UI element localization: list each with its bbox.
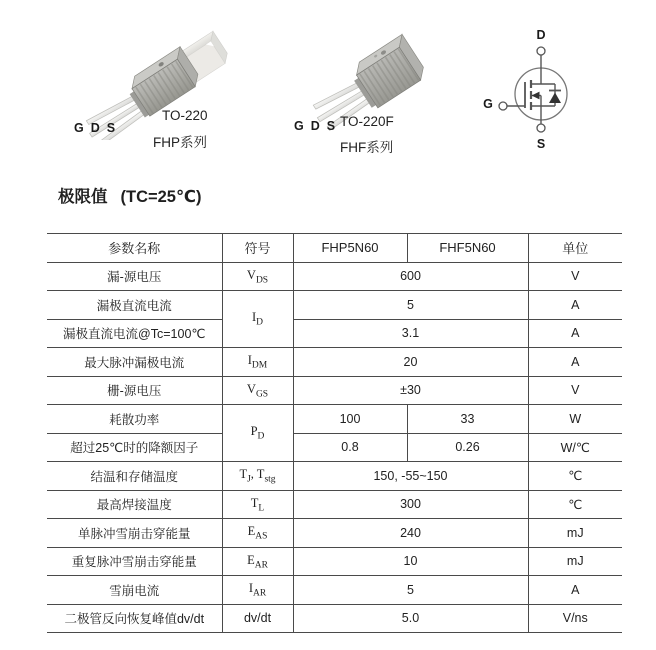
param-cell: 结温和存储温度 (47, 462, 222, 491)
table-row (47, 490, 622, 519)
table-row (47, 376, 622, 405)
pin-label-s: S (106, 121, 116, 135)
pin-label-g: G (294, 119, 304, 133)
symbol-cell: $P_D$ (222, 405, 293, 462)
package-name: TO-220F (340, 114, 394, 129)
value-cell: 300 (293, 490, 528, 519)
param-cell: 超过25℃时的降额因子 (47, 433, 222, 462)
section-title-text: 极限值 (58, 188, 108, 206)
pin-label-s: S (326, 119, 336, 133)
value-cell: 10 (293, 547, 528, 576)
table-row (47, 405, 622, 434)
source-terminal (537, 124, 545, 132)
table-row (47, 604, 622, 633)
terminal-label-gate: G (483, 97, 493, 111)
table-row (47, 462, 622, 491)
symbol-cell: dv/dt (222, 604, 293, 633)
table-row (47, 519, 622, 548)
mosfet-symbol-figure (478, 20, 598, 160)
param-cell: 漏-源电压 (47, 262, 222, 291)
unit-cell: mJ (528, 519, 622, 548)
symbol-cell: $I_{AR}$ (222, 576, 293, 605)
unit-cell: A (528, 576, 622, 605)
column-header: 单位 (528, 234, 622, 263)
param-cell: 二极管反向恢复峰值dv/dt (47, 604, 222, 633)
unit-cell: W (528, 405, 622, 434)
unit-cell: A (528, 348, 622, 377)
table-row (47, 319, 622, 348)
unit-cell: W/℃ (528, 433, 622, 462)
value-cell: 240 (293, 519, 528, 548)
channel-arrow (532, 92, 540, 100)
param-cell: 漏极直流电流@Tc=100℃ (47, 319, 222, 348)
table-row (47, 576, 622, 605)
body-diode (549, 93, 561, 104)
value-cell: 3.1 (293, 319, 528, 348)
maximum-ratings-table (47, 233, 622, 633)
param-cell: 重复脉冲雪崩击穿能量 (47, 547, 222, 576)
unit-cell: A (528, 291, 622, 320)
unit-cell: mJ (528, 547, 622, 576)
param-cell: 单脉冲雪崩击穿能量 (47, 519, 222, 548)
pin-label-d: D (310, 119, 320, 133)
unit-cell: ℃ (528, 490, 622, 519)
drain-terminal (537, 47, 545, 55)
value-cell: ±30 (293, 376, 528, 405)
value-cell: 150, -55~150 (293, 462, 528, 491)
symbol-cell: $I_D$ (222, 291, 293, 348)
table-row (47, 348, 622, 377)
pin-labels (294, 119, 342, 133)
symbol-cell: $E_{AS}$ (222, 519, 293, 548)
pin-label-d: D (90, 121, 100, 135)
table-row (47, 262, 622, 291)
param-cell: 最大脉冲漏极电流 (47, 348, 222, 377)
value-cell: 100 (293, 405, 407, 434)
package-series: FHP系列 (153, 135, 207, 150)
column-header: 符号 (222, 234, 293, 263)
value-cell: 33 (407, 405, 528, 434)
symbol-cell: $V_{GS}$ (222, 376, 293, 405)
param-cell: 漏极直流电流 (47, 291, 222, 320)
column-header: FHF5N60 (407, 234, 528, 263)
section-title (58, 183, 201, 207)
pin-label-g: G (74, 121, 84, 135)
value-cell: 5 (293, 576, 528, 605)
table-row (47, 291, 622, 320)
package-figure-to220 (58, 22, 263, 157)
column-header: FHP5N60 (293, 234, 407, 263)
value-cell: 5.0 (293, 604, 528, 633)
package-name: TO-220 (162, 108, 208, 123)
value-cell: 0.26 (407, 433, 528, 462)
package-figure-to220f (288, 22, 453, 157)
symbol-cell: $T_J$, $T_{stg}$ (222, 462, 293, 491)
symbol-cell: $T_L$ (222, 490, 293, 519)
gate-terminal (499, 102, 507, 110)
param-cell: 雪崩电流 (47, 576, 222, 605)
terminal-label-drain: D (536, 28, 546, 42)
unit-cell: V/ns (528, 604, 622, 633)
value-cell: 600 (293, 262, 528, 291)
symbol-cell: $E_{AR}$ (222, 547, 293, 576)
terminal-label-source: S (536, 137, 546, 151)
unit-cell: ℃ (528, 462, 622, 491)
table-header-row (47, 234, 622, 263)
symbol-cell: $V_{DS}$ (222, 262, 293, 291)
pin-labels (74, 121, 122, 135)
unit-cell: V (528, 376, 622, 405)
value-cell: 20 (293, 348, 528, 377)
param-cell: 最高焊接温度 (47, 490, 222, 519)
column-header: 参数名称 (47, 234, 222, 263)
table-row (47, 433, 622, 462)
unit-cell: V (528, 262, 622, 291)
table-row (47, 547, 622, 576)
package-body (351, 34, 428, 108)
param-cell: 耗散功率 (47, 405, 222, 434)
unit-cell: A (528, 319, 622, 348)
section-condition: (TC=25℃) (120, 188, 202, 206)
value-cell: 0.8 (293, 433, 407, 462)
symbol-cell: $I_{DM}$ (222, 348, 293, 377)
value-cell: 5 (293, 291, 528, 320)
package-series: FHF系列 (340, 140, 394, 155)
param-cell: 栅-源电压 (47, 376, 222, 405)
